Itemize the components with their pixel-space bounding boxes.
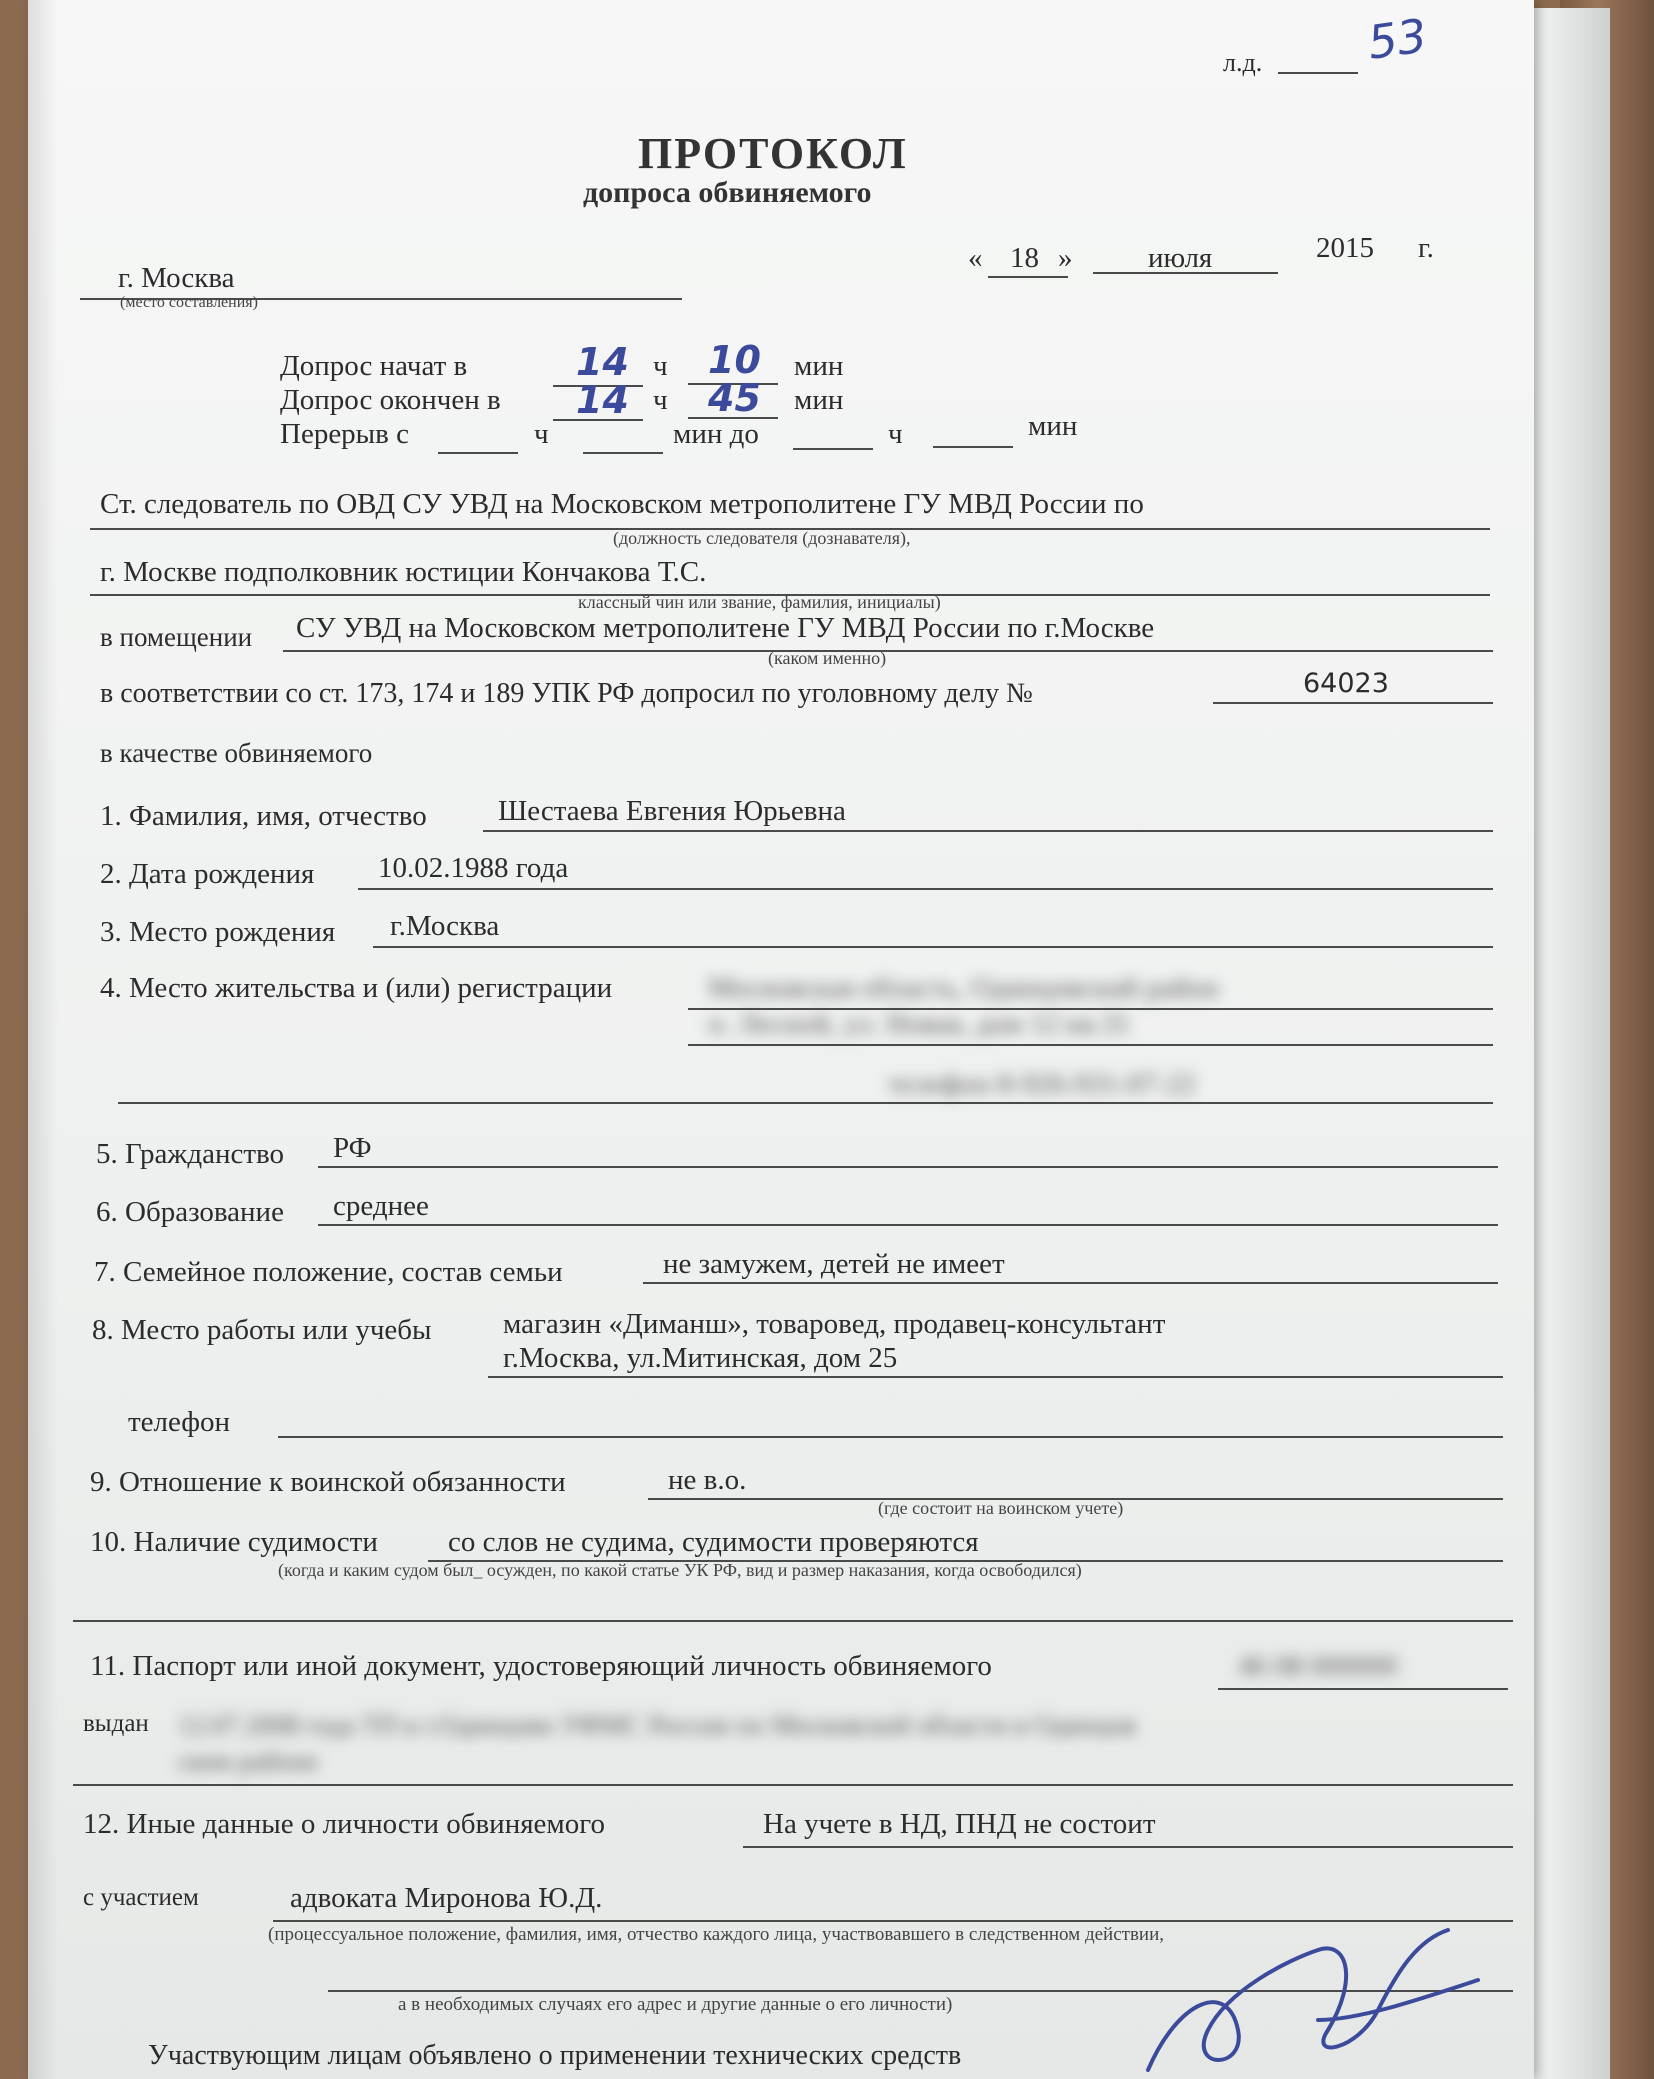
break-to-label: мин до — [673, 418, 759, 450]
field-9-label: 9. Отношение к воинской обязанности — [90, 1466, 566, 1498]
field-6-rule — [318, 1224, 1498, 1226]
field-3-rule — [373, 946, 1493, 948]
field-12-label: 12. Иные данные о личности обвиняемого — [83, 1808, 605, 1840]
participants-label: с участием — [83, 1884, 199, 1911]
room-label: в помещении — [100, 622, 253, 652]
phone-label: телефон — [128, 1406, 231, 1438]
document-subtitle: допроса обвиняемого — [583, 176, 872, 209]
date-month: июля — [1148, 242, 1213, 274]
case-number: 64023 — [1303, 668, 1389, 699]
field-9-caption: (где состоит на воинском учете) — [878, 1498, 1124, 1518]
field-11-label: 11. Паспорт или иной документ, удостоверяющий личность обвиняемого — [90, 1650, 992, 1682]
start-label: Допрос начат в — [280, 350, 468, 382]
date-day: 18 — [1010, 242, 1039, 274]
signature-icon — [1118, 1920, 1518, 2079]
participants-caption1: (процессуальное положение, фамилия, имя, отчество каждого лица, участвовавшего в следственном действии, — [268, 1924, 1165, 1945]
break-to-minutes-line — [933, 446, 1013, 448]
end-hours-line — [553, 419, 643, 421]
field-11-rule — [1218, 1688, 1508, 1690]
break-label: Перерыв с — [280, 418, 409, 450]
date-day-line — [988, 276, 1068, 278]
issued-value-line1: 12.07.2008 года ТП в г.Одинцово УФМС России по Московской области в Одинцов — [178, 1710, 1137, 1740]
room-caption: (каком именно) — [768, 648, 887, 668]
case-text: в соответствии со ст. 173, 174 и 189 УПК РФ допросил по уголовному делу № — [100, 678, 1033, 709]
field-7-value: не замужем, детей не имеет — [663, 1248, 1005, 1280]
issued-label: выдан — [83, 1710, 149, 1737]
field-2-value: 10.02.1988 года — [378, 852, 569, 884]
field-8-value-line2: г.Москва, ул.Митинская, дом 25 — [503, 1342, 898, 1374]
investigator-line2: г. Москве подполковник юстиции Кончакова Т.С. — [100, 556, 707, 588]
ld-number: 53 — [1364, 8, 1431, 70]
field-10-label: 10. Наличие судимости — [90, 1526, 378, 1558]
end-h-unit: ч — [653, 384, 668, 416]
start-h-unit: ч — [653, 350, 668, 382]
date-open-quote: « — [968, 242, 983, 274]
start-minutes: 10 — [708, 338, 761, 382]
investigator-line1: Ст. следователь по ОВД СУ УВД на Московском метрополитене ГУ МВД России по — [100, 488, 1144, 520]
issued-value-line2: ском районе — [178, 1746, 319, 1776]
field-9-value: не в.о. — [668, 1464, 747, 1496]
break-h-unit: ч — [534, 418, 549, 450]
date-year: 2015 — [1316, 232, 1374, 264]
field-6-label: 6. Образование — [96, 1196, 284, 1228]
field-12-value: На учете в НД, ПНД не состоит — [763, 1808, 1156, 1840]
field-3-label: 3. Место рождения — [100, 916, 336, 948]
investigator-caption2: классный чин или звание, фамилия, инициалы) — [578, 592, 941, 612]
ld-label: л.д. — [1223, 48, 1263, 77]
case-number-rule — [1213, 702, 1493, 704]
break-to-m-unit: мин — [1028, 410, 1078, 442]
field-8-rule — [488, 1376, 1503, 1378]
field-1-label: 1. Фамилия, имя, отчество — [100, 800, 427, 832]
field-7-label: 7. Семейное положение, состав семьи — [94, 1256, 563, 1288]
end-hours: 14 — [576, 378, 629, 422]
field-10-value: со слов не судима, судимости проверяются — [448, 1526, 979, 1558]
field-10-rule2 — [73, 1620, 1513, 1622]
place-caption: (место составления) — [120, 294, 258, 311]
ld-line — [1278, 72, 1358, 74]
document-title: ПРОТОКОЛ — [638, 129, 908, 178]
end-label: Допрос окончен в — [280, 384, 501, 416]
field-5-rule — [318, 1166, 1498, 1168]
phone-rule — [278, 1436, 1503, 1438]
start-m-unit: мин — [794, 350, 844, 382]
field-4-rule3 — [118, 1102, 1493, 1104]
date-close-quote: » — [1058, 242, 1073, 274]
field-4-rule2 — [688, 1044, 1493, 1046]
field-5-value: РФ — [333, 1132, 372, 1164]
field-10-caption: (когда и каким судом был_ осужден, по какой статье УК РФ, вид и размер наказания, когда освободился) — [278, 1560, 1082, 1580]
break-from-hours-line — [438, 452, 518, 454]
field-12-rule — [743, 1846, 1513, 1848]
date-month-line — [1093, 272, 1278, 274]
protocol-page — [28, 0, 1534, 2079]
field-2-rule — [358, 888, 1493, 890]
participants-value: адвоката Миронова Ю.Д. — [290, 1882, 603, 1914]
field-7-rule — [643, 1282, 1498, 1284]
field-4-label: 4. Место жительства и (или) регистрации — [100, 972, 613, 1004]
field-5-label: 5. Гражданство — [96, 1138, 285, 1170]
field-11-value: 46 08 000000 — [1238, 1650, 1398, 1682]
investigator-caption1: (должность следователя (дознавателя), — [613, 528, 911, 548]
room-value: СУ УВД на Московском метрополитене ГУ МВД России по г.Москве — [296, 612, 1155, 644]
break-to-hours-line — [793, 448, 873, 450]
field-8-label: 8. Место работы или учебы — [92, 1314, 432, 1346]
field-1-rule — [483, 830, 1493, 832]
field-4-value-line1: Московская область, Одинцовский район — [708, 972, 1219, 1004]
field-6-value: среднее — [333, 1190, 429, 1222]
start-hours: 14 — [576, 340, 629, 384]
issued-rule — [73, 1784, 1513, 1786]
field-3-value: г.Москва — [390, 910, 500, 942]
capacity-text: в качестве обвиняемого — [100, 738, 373, 768]
break-from-minutes-line — [583, 452, 663, 454]
break-to-h-unit: ч — [888, 418, 903, 450]
end-minutes: 45 — [708, 376, 761, 420]
field-4-value-line2: п. Лесной, ул. Новая, дом 12 кв.31 — [708, 1008, 1131, 1040]
field-1-value: Шестаева Евгения Юрьевна — [498, 795, 846, 827]
field-2-label: 2. Дата рождения — [100, 858, 315, 890]
field-4-value-line3: телефон 8-926-931-07-22 — [888, 1068, 1196, 1100]
participants-caption2: а в необходимых случаях его адрес и другие данные о его личности) — [398, 1994, 953, 2015]
field-8-value-line1: магазин «Диманш», товаровед, продавец-консультант — [503, 1308, 1166, 1340]
end-m-unit: мин — [794, 384, 844, 416]
date-year-suffix: г. — [1418, 232, 1434, 264]
place-value: г. Москва — [118, 262, 235, 294]
footer-text: Участвующим лицам объявлено о применении технических средств — [148, 2040, 962, 2071]
room-rule — [283, 650, 1493, 652]
